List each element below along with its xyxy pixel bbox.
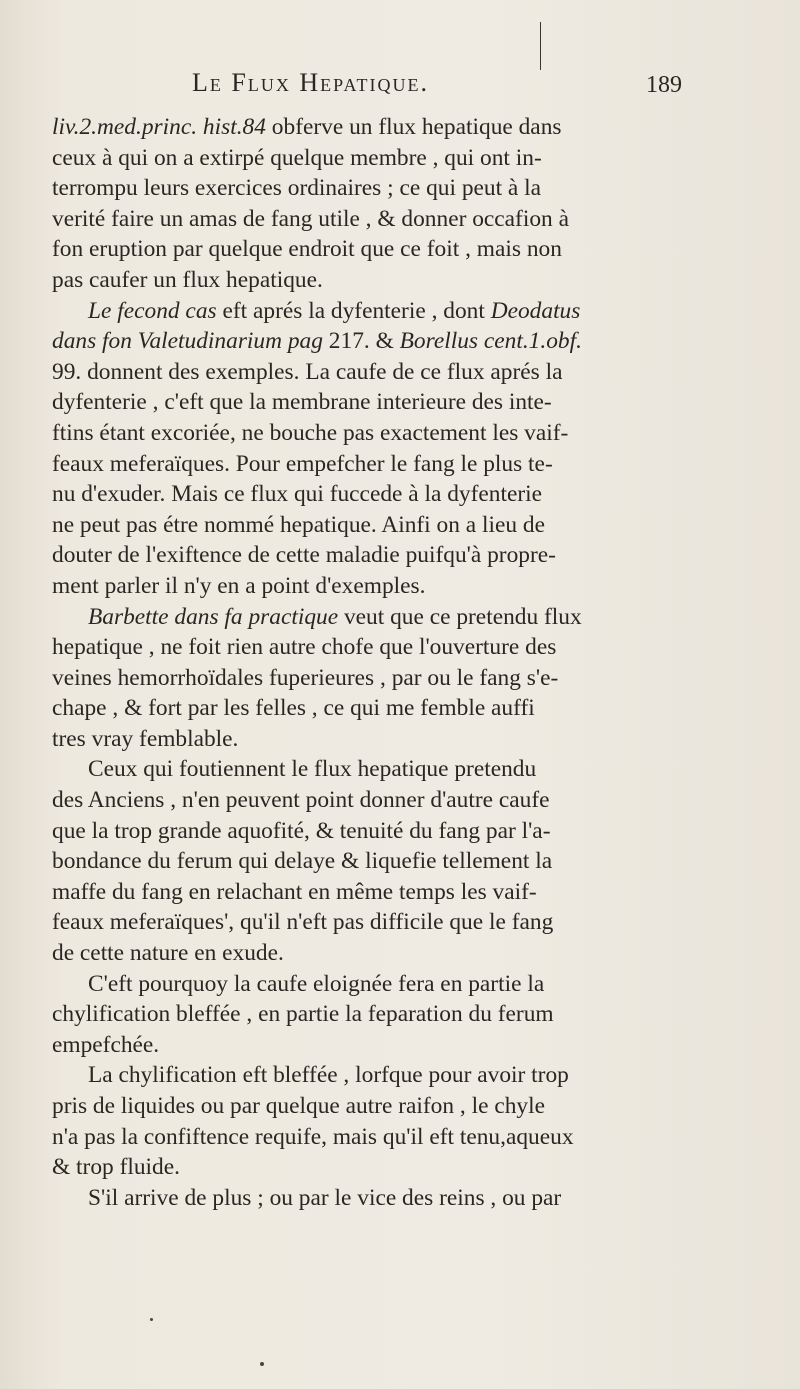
text-span: terrompu leurs exercices ordinaires ; ce qui peut à la [52, 175, 542, 202]
text-span: ne peut pas étre nommé hepatique. Ainfi on a lieu de [52, 511, 545, 538]
text-span: chylification bleffée , en partie la feparation du ferum [52, 1001, 554, 1028]
text-line [52, 173, 770, 204]
text-span: 99. donnent des exemples. La caufe de ce flux aprés la [52, 358, 563, 385]
text-span: ceux à qui on a extirpé quelque membre , qui ont in- [52, 144, 542, 171]
text-line [52, 234, 770, 265]
text-line [52, 449, 770, 480]
text-span: de cette nature en exude. [52, 940, 284, 967]
text-span: verité faire un amas de fang utile , & donner occafion à [52, 205, 569, 232]
text-span: feaux meferaïques. Pour empefcher le fang le plus te- [52, 450, 553, 477]
text-span: La chylification eft bleffée , lorfque pour avoir trop [88, 1062, 569, 1089]
text-span: tres vray femblable. [52, 725, 239, 752]
text-line [52, 663, 770, 694]
text-span: ment parler il n'y en a point d'exemples. [52, 572, 426, 599]
text-line [52, 999, 770, 1030]
text-line [52, 571, 770, 602]
text-span: des Anciens , n'en peuvent point donner d'autre caufe [52, 787, 550, 814]
text-span: maffe du fang en relachant en même temps les vaif- [52, 878, 537, 905]
text-span: veut que ce pretendu flux [338, 603, 582, 630]
text-line [52, 265, 770, 296]
text-span: empefchée. [52, 1031, 160, 1058]
text-span: pris de liquides ou par quelque autre raifon , le chyle [52, 1093, 545, 1119]
text-span: douter de l'exiftence de cette maladie puifqu'à propre- [52, 542, 556, 569]
text-span: veines hemorrhoïdales fuperieures , par ou le fang s'e- [52, 664, 559, 691]
text-span: obferve un flux hepatique dans [265, 114, 562, 140]
ink-speck [150, 1318, 153, 1321]
text-line [52, 387, 770, 418]
text-line [52, 326, 770, 357]
text-line [52, 1122, 770, 1153]
text-span: bondance du ferum qui delaye & liquefie tellement la [52, 848, 553, 875]
text-line [52, 1091, 770, 1122]
text-span: feaux meferaïques', qu'il n'eft pas difficile que le fang [52, 909, 554, 936]
text-line [52, 632, 770, 663]
text-span: & trop fluide. [52, 1154, 180, 1181]
text-line [52, 602, 770, 633]
text-span: eft aprés la dyfenterie , dont [216, 297, 491, 324]
text-span: ftins étant excoriée, ne bouche pas exactement les vaif- [52, 419, 569, 446]
text-span: Ceux qui foutiennent le flux hepatique pretendu [88, 756, 537, 783]
text-span: n'a pas la confiftence requife, mais qu'il eft tenu,aqueux [52, 1123, 574, 1150]
text-line [52, 877, 770, 908]
italic-span: Deodatus [490, 297, 581, 324]
italic-span: Le fecond cas [88, 297, 217, 324]
italic-span: dans fon Valetudinarium pag [52, 328, 323, 355]
text-line [52, 693, 770, 724]
text-span: que la trop grande aquofité, & tenuité du fang par l'a- [52, 817, 551, 844]
text-line [52, 785, 770, 816]
text-line [52, 907, 770, 938]
text-line [52, 1152, 770, 1183]
text-span: chape , & fort par les felles , ce qui me femble auffi [52, 695, 535, 722]
text-line [52, 969, 770, 1000]
page-header [192, 68, 682, 112]
text-line [52, 479, 770, 510]
text-line [52, 510, 770, 541]
text-line [52, 357, 770, 388]
ink-speck [260, 1362, 264, 1366]
body-text [52, 112, 770, 1213]
text-line [52, 540, 770, 571]
text-span: C'eft pourquoy la caufe eloignée fera en partie la [88, 970, 545, 997]
text-line [52, 296, 770, 327]
text-line [52, 1183, 770, 1214]
text-line [52, 754, 770, 785]
italic-span: Barbette dans fa practique [88, 603, 339, 630]
text-line [52, 724, 770, 755]
text-span: S'il arrive de plus ; ou par le vice des reins , ou par [88, 1184, 562, 1211]
text-line [52, 112, 770, 143]
text-line [52, 418, 770, 449]
text-span: pas caufer un flux hepatique. [52, 266, 323, 293]
italic-span: liv.2.med.princ. hist.84 [52, 114, 266, 140]
italic-span: Borellus cent.1.obf. [399, 328, 582, 355]
text-span: hepatique , ne foit rien autre chofe que l'ouverture des [52, 634, 557, 661]
text-line [52, 1030, 770, 1061]
text-line [52, 143, 770, 174]
text-line [52, 1060, 770, 1091]
page-number: 189 [646, 72, 682, 98]
text-span: 217. & [322, 328, 400, 355]
text-span: fon eruption par quelque endroit que ce foit , mais non [52, 236, 562, 263]
text-line [52, 938, 770, 969]
text-line [52, 846, 770, 877]
text-line [52, 816, 770, 847]
text-span: nu d'exuder. Mais ce flux qui fuccede à la dyfenterie [52, 481, 543, 508]
text-span: dyfenterie , c'eft que la membrane interieure des inte- [52, 389, 552, 416]
running-title: Le Flux Hepatique. [192, 68, 429, 97]
ink-mark [540, 22, 547, 70]
text-line [52, 204, 770, 235]
